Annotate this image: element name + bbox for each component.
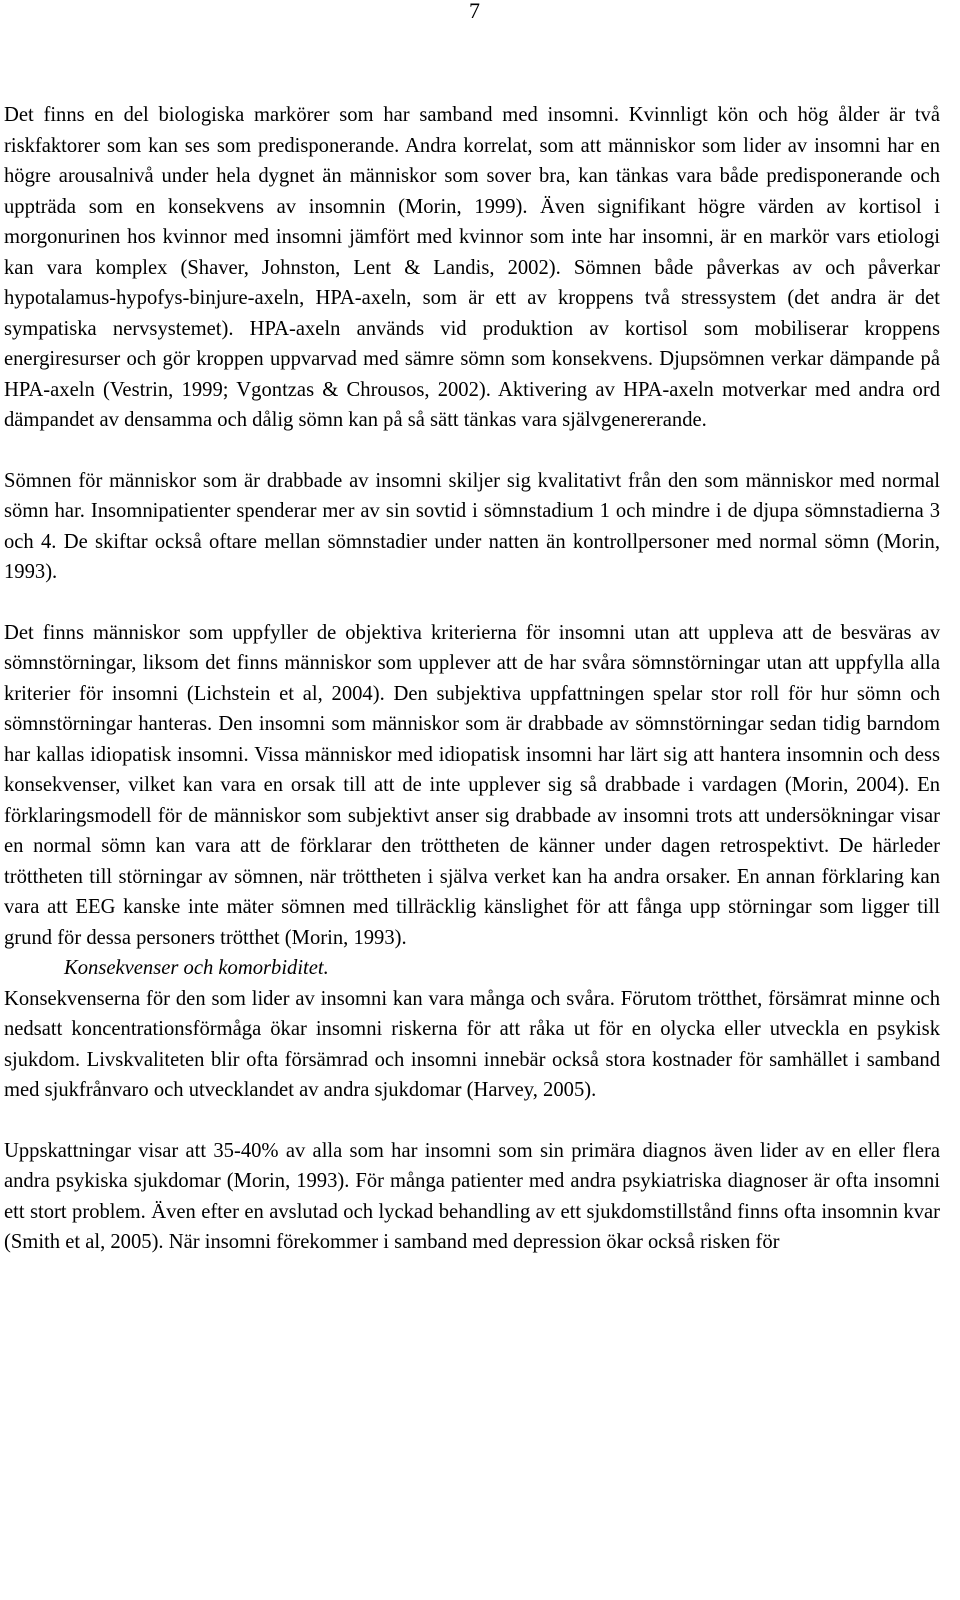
section-heading: Konsekvenser och komorbiditet. — [64, 957, 329, 979]
paragraph-sleep-quality: Sömnen för människor som är drabbade av insomni skiljer sig kvalitativt från den som människor med normal sömn har. Insomnipatienter spenderar mer av sin sovtid i sömnstadium 1 och mindre i de djupa sömnstadierna 3 och 4. De skiftar också oftare mellan sömnstadier under natten än kontrollpersoner med normal sömn (Morin, 1993). — [4, 469, 940, 583]
page-number: 7 — [469, 0, 480, 23]
paragraph-consequences: Konsekvenserna för den som lider av insomni kan vara många och svåra. Förutom trötthet, försämrat minne och nedsatt koncentrationsförmåga ökar insomni riskerna för att råka ut för en olycka eller utveckla en psykisk sjukdom. Livskvaliteten blir ofta försämrad och insomni innebär också stora kostnader för samhället i samband med sjukfrånvaro och utvecklandet av andra sjukdomar (Harvey, 2005). — [4, 987, 940, 1101]
paragraph-subjective-insomnia: Det finns människor som uppfyller de objektiva kriterierna för insomni utan att uppleva att de besväras av sömnstörningar, liksom det finns människor som upplever att de har svåra sömnstörningar utan att uppfylla alla kriterier för insomni (Lichstein et al, 2004). Den subjektiva uppfattningen spelar stor roll för hur sömn och sömnstörningar hanteras. Den insomni som människor som är drabbade av sömnstörningar sedan tidig barndom har kallas idiopatisk insomni. Vissa människor med idiopatisk insomni har lärt sig att hantera insomnin och dess konsekvenser, vilket kan vara en orsak till att de inte upplever sig så drabbade i vardagen (Morin, 2004). En förklaringsmodell för de människor som subjektivt anser sig drabbade av insomni trots att undersökningar visar en normal sömn kan vara att de förklarar den tröttheten de känner under dagen retrospektivt. De härleder tröttheten till störningar av sömnen, när tröttheten i själva verket kan ha andra orsaker. En annan förklaring kan vara att EEG kanske inte mäter sömnen med tillräcklig känslighet för att fånga upp störningar som ligger till grund för dessa personers trötthet (Morin, 1993). — [4, 621, 940, 949]
paragraph-comorbidity: Uppskattningar visar att 35-40% av alla som har insomni som sin primära diagnos även lider av en eller flera andra psykiska sjukdomar (Morin, 1993). För många patienter med andra psykiatriska diagnoser är ofta insomni ett stort problem. Även efter en avslutad och lyckad behandling av ett sjukdomstillstånd finns ofta insomnin kvar (Smith et al, 2005). När insomni förekommer i samband med depression ökar också risken för — [4, 1139, 940, 1253]
document-body — [4, 100, 940, 1258]
paragraph-biological-markers: Det finns en del biologiska markörer som har samband med insomni. Kvinnligt kön och hög ålder är två riskfaktorer som kan ses som predisponerande. Andra korrelat, som att människor som lider av insomni har en högre arousalnivå under hela dygnet än människor som sover bra, kan tänkas vara både predisponerande och uppträda som en konsekvens av insomnin (Morin, 1999). Även signifikant högre värden av kortisol i morgonurinen hos kvinnor med insomni jämfört med kvinnor som inte har insomni, är en markör vars etiologi kan vara komplex (Shaver, Johnston, Lent & Landis, 2002). Sömnen både påverkas av och påverkar hypotalamus-hypofys-binjure-axeln, HPA-axeln, som är ett av kroppens två stressystem (det andra är det sympatiska nervsystemet). HPA-axeln används vid produktion av kortisol som mobiliserar kroppens energiresurser och gör kroppen uppvarvad med sämre sömn som konsekvens. Djupsömnen verkar dämpande på HPA-axeln (Vestrin, 1999; Vgontzas & Chrousos, 2002). Aktivering av HPA-axeln motverkar med andra ord dämpandet av densamma och dålig sömn kan på så sätt tänkas vara självgenererande. — [4, 104, 940, 431]
